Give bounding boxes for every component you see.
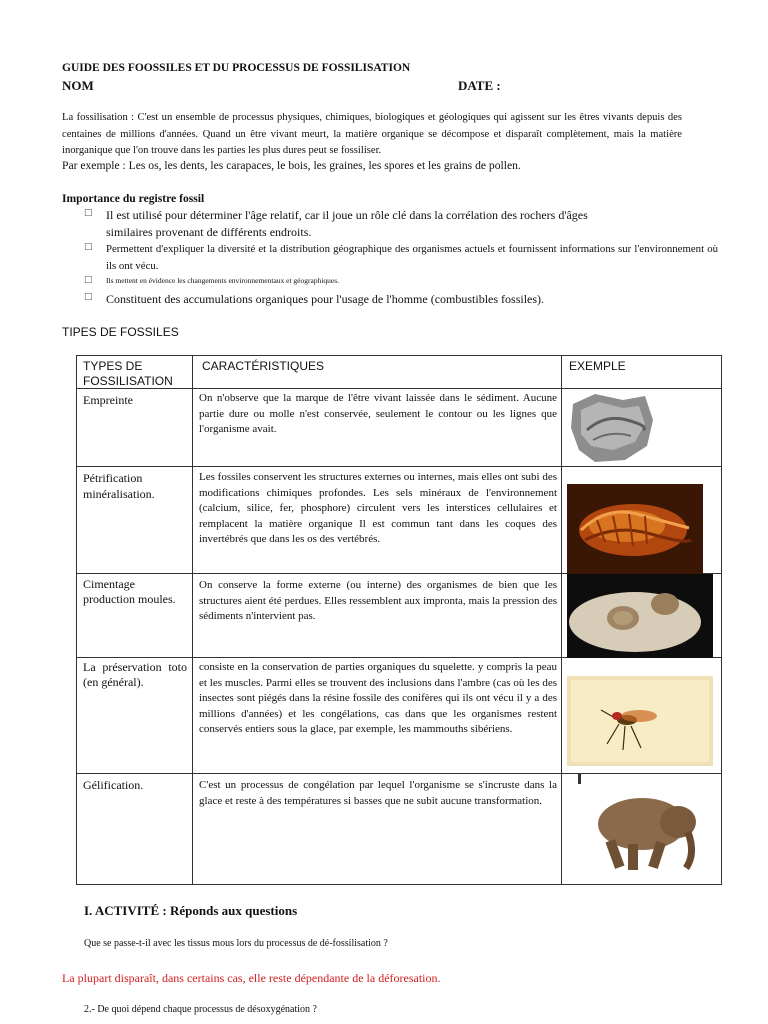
importance-item: Constituent des accumulations organiques pour l'usage de l'homme (combustibles fossiles).: [106, 292, 545, 306]
importance-item: Il est utilisé pour déterminer l'âge relatif, car il joue un rôle clé dans la corrélation des rochers d'âges similaires provenant de différents endroits.: [106, 208, 588, 239]
desc-petrification: Les fossiles conservent les structures externes ou internes, mais elles ont subi des modifications chimiques profondes. Les sels minéraux de l'environnement (calcium, silice, fer, phosphore) circulent vers les interstices cellulaires et remplacent la matière organique Il est commun tant dans les coques des invertébrés que dans les os des vertébrés.: [199, 471, 557, 545]
type-empreinte: Empreinte: [83, 393, 133, 407]
header-characteristics: CARACTÉRISTIQUES: [202, 359, 325, 373]
date-label: DATE :: [458, 78, 501, 93]
importance-item: Permettent d'expliquer la diversité et la distribution géographique des organismes actuels et fournissent informations sur l'environnement où ils ont vécu.: [106, 243, 718, 272]
type-gelification: Gélification.: [83, 778, 144, 792]
document-title: GUIDE DES FOOSSILES ET DU PROCESSUS DE FOSSILISATION: [62, 62, 411, 74]
frozen-mammoth-image: [568, 774, 708, 882]
intro-example: Par exemple : Les os, les dents, les carapaces, le bois, les graines, les spores et les grains de pollen.: [62, 159, 521, 172]
type-cimentage: Cimentage production moules.: [83, 577, 176, 606]
amber-insect-image: [567, 676, 713, 766]
checkbox-icon: □: [84, 242, 93, 252]
mold-fossil-image: [567, 574, 713, 658]
question-1: Que se passe-t-il avec les tissus mous lors du processus de dé-fossilisation ?: [84, 938, 388, 949]
type-preservation: La préservation toto (en général).: [83, 660, 187, 689]
checkbox-icon: □: [84, 275, 93, 285]
imprint-fossil-image: [565, 390, 657, 468]
desc-cimentage: On conserve la forme externe (ou interne) des organismes de bien que les structures aient été perdues. Elles ressemblent aux impronta, mais la pression des sédiments n'intervient pas.: [199, 579, 557, 622]
question-2: 2.- De quoi dépend chaque processus de désoxygénation ?: [84, 1004, 317, 1015]
answer-1: La plupart disparaît, dans certains cas, elle reste dépendante de la déforesation.: [62, 971, 441, 985]
types-heading: TIPES DE FOSSILES: [62, 325, 179, 339]
importance-item: Ils mettent en évidence les changements environnementaux et géographiques.: [106, 276, 340, 285]
desc-preservation: consiste en la conservation de parties organiques du squelette. y compris la peau et les muscles. Parmi elles se trouvent des inclusions dans l'ambre (cas où les des insectes sont piégés dans la résine fossile des conifères qui ils ont vécu il y a des millions d'années) et les congélations, cas dans que les organismes restent conservés entiers sous la glace, par exemple, les mammouths sibériens.: [199, 661, 557, 735]
header-example: EXEMPLE: [569, 359, 626, 373]
desc-gelification: C'est un processus de congélation par lequel l'organisme se s'incruste dans la glace et reste à des températures si basses que ne subit aucune transformation.: [199, 779, 557, 807]
checkbox-icon: □: [84, 292, 93, 302]
nom-label: NOM: [62, 78, 94, 93]
type-petrification: Pétrification minéralisation.: [83, 471, 155, 501]
importance-heading: Importance du registre fossil: [62, 192, 205, 205]
header-types: TYPES DE FOSSILISATION: [83, 359, 173, 388]
petrified-fossil-image: [567, 484, 703, 574]
intro-paragraph: La fossilisation : C'est un ensemble de processus physiques, chimiques, biologiques et géologiques qui agissent sur les êtres vivants depuis des centaines de millions d'années. Quand un être vivant meurt, la matière organique se décompose et disparaît complètement, mais la matière inorganique que l'on trouve dans les parties les plus dures peut se fossiliser.: [62, 112, 682, 156]
checkbox-icon: □: [84, 208, 93, 218]
desc-empreinte: On n'observe que la marque de l'être vivant laissée dans le sédiment. Aucune partie dure ou molle n'est conservée, seulement le contour ou les lignes que l'organisme avait.: [199, 392, 557, 435]
activity-heading: I. ACTIVITÉ : Réponds aux questions: [84, 903, 298, 918]
